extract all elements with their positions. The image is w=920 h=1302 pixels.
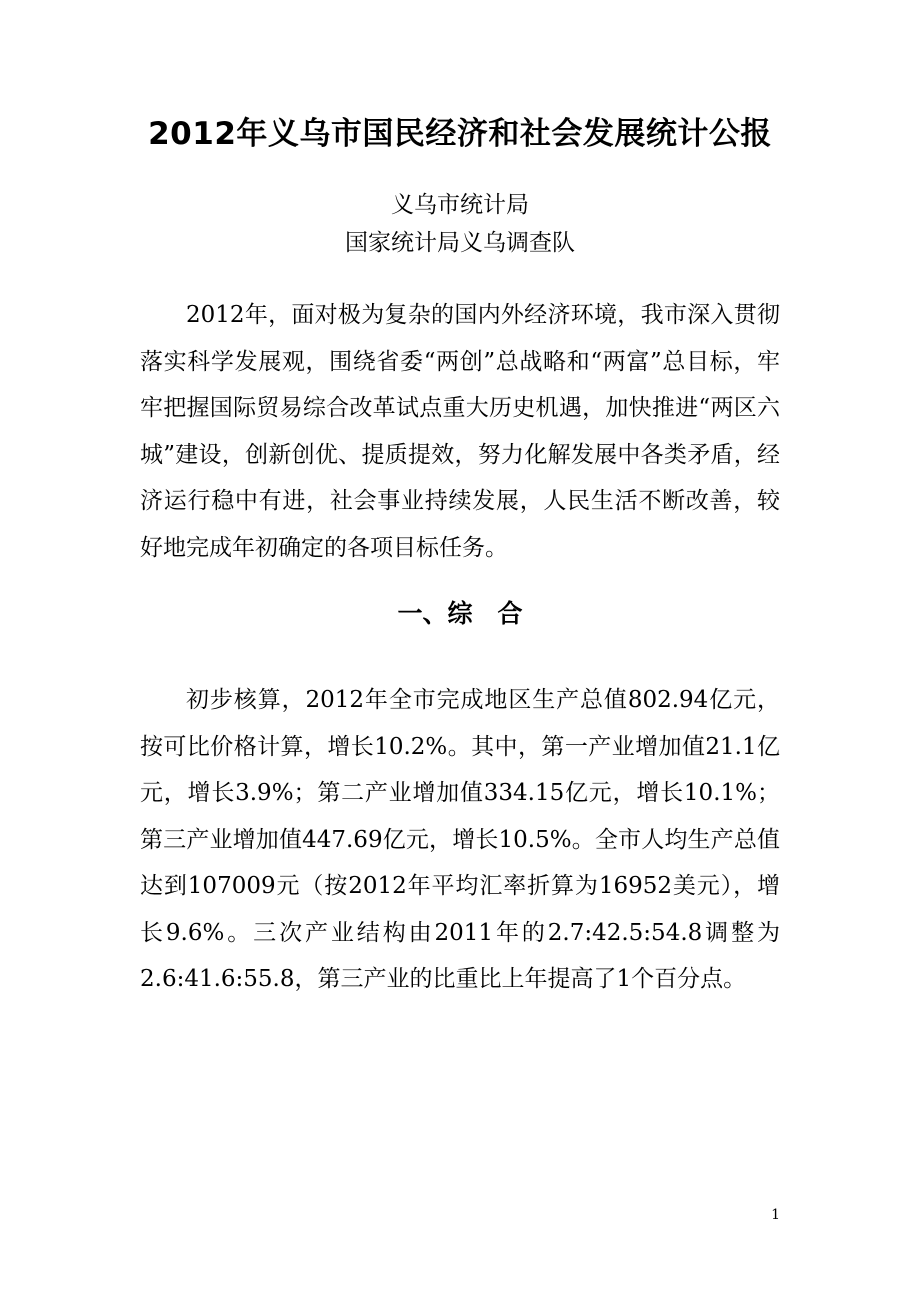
report-title: 2012年义乌市国民经济和社会发展统计公报	[148, 116, 772, 152]
page-number: 1	[771, 1207, 780, 1223]
issuing-organization-statistics-bureau: 义乌市统计局	[391, 192, 529, 218]
issuing-organization-survey-team: 国家统计局义乌调查队	[345, 230, 575, 256]
intro-paragraph: 2012年，面对极为复杂的国内外经济环境，我市深入贯彻落实科学发展观，围绕省委“两创”总战略和“两富”总目标，牢牢把握国际贸易综合改革试点重大历史机遇，加快推进“两区六城”建设，创新创优、提质提效，努力化解发展中各类矛盾，经济运行稳中有进，社会事业持续发展，人民生活不断改善，较好地完成年初确定的各项目标任务。	[140, 302, 780, 561]
section-heading-overview: 一、综 合	[397, 599, 523, 628]
overview-paragraph: 初步核算，2012年全市完成地区生产总值802.94亿元，按可比价格计算，增长10.2%。其中，第一产业增加值21.1亿元，增长3.9%；第二产业增加值334.15亿元，增长10.1%；第三产业增加值447.69亿元，增长10.5%。全市人均生产总值达到107009元（按2012年平均汇率折算为16952美元），增长9.6%。三次产业结构由2011年的2.7:42.5:54.8调整为2.6:41.6:55.8，第三产业的比重比上年提高了1个百分点。	[140, 687, 780, 992]
